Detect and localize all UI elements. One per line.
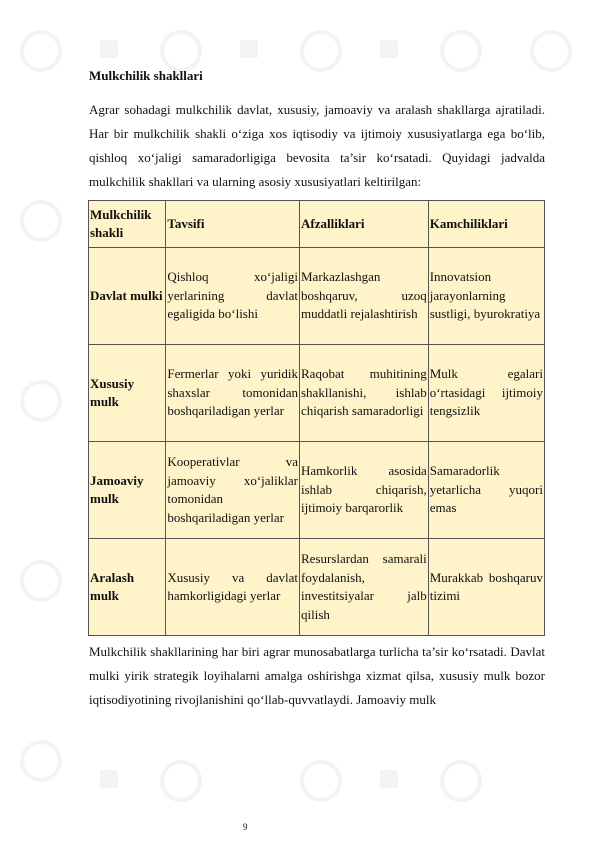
- table-row: [89, 442, 545, 539]
- row-description: Qishloq xo‘jaligi yerlarining davlat egaligida bo‘lishi: [166, 248, 300, 345]
- row-disadvantages: Samaradorlik yetarlicha yuqori emas: [428, 442, 544, 539]
- table-header-row: [89, 201, 545, 248]
- following-paragraph: Mulkchilik shakllarining har biri agrar munosabatlarga turlicha ta’sir ko‘rsatadi. Davlat mulki yirik strategik loyihalarni amalga oshirishga xizmat qilsa, xususiy mulk bozor iqtisodiyotining rivojlanishini qo‘llab-quvvatlaydi. Jamoaviy mulk: [89, 644, 545, 707]
- row-form: Jamoaviy mulk: [89, 442, 166, 539]
- row-disadvantages: Mulk egalari o‘rtasidagi ijtimoiy tengsizlik: [428, 345, 544, 442]
- watermark-square: [240, 40, 258, 58]
- row-advantages: Resurslardan samarali foydalanish, investitsiyalar jalb qilish: [300, 539, 429, 636]
- row-form: Davlat mulki: [89, 248, 166, 345]
- row-description: Xususiy va davlat hamkorligidagi yerlar: [166, 539, 300, 636]
- row-advantages: Markazlashgan boshqaruv, uzoq muddatli rejalashtirish: [300, 248, 429, 345]
- intro-paragraph: Agrar sohadagi mulkchilik davlat, xususiy, jamoaviy va aralash shakllarga ajratiladi. Har bir mulkchilik shakli o‘ziga xos iqtisodiy va ijtimoiy xususiyatlarga ega bo‘lib, qishloq xo‘jaligi samaradorligiga bevosita ta’sir ko‘rsatadi. Quyidagi jadvalda mulkchilik shakllari va ularning asosiy xususiyatlari keltirilgan:: [89, 102, 545, 189]
- watermark-circle: [160, 760, 202, 802]
- table-row: [89, 248, 545, 345]
- header-form: Mulkchilik shakli: [89, 201, 166, 248]
- watermark-circle: [20, 560, 62, 602]
- watermark-circle: [20, 30, 62, 72]
- watermark-circle: [20, 380, 62, 422]
- row-description: Kooperativlar va jamoaviy xo‘jaliklar tomonidan boshqariladigan yerlar: [166, 442, 300, 539]
- row-description: Fermerlar yoki yuridik shaxslar tomonidan boshqariladigan yerlar: [166, 345, 300, 442]
- watermark-circle: [20, 200, 62, 242]
- document-page: [89, 62, 545, 725]
- header-advantages: Afzalliklari: [300, 201, 429, 248]
- row-form: Aralash mulk: [89, 539, 166, 636]
- row-form: Xususiy mulk: [89, 345, 166, 442]
- watermark-circle: [300, 760, 342, 802]
- section-heading: Mulkchilik shakllari: [89, 68, 203, 83]
- ownership-forms-table: [88, 200, 545, 636]
- watermark-square: [100, 40, 118, 58]
- table-row: [89, 345, 545, 442]
- row-disadvantages: Innovatsion jarayonlarning sustligi, byurokratiya: [428, 248, 544, 345]
- watermark-square: [380, 40, 398, 58]
- row-advantages: Hamkorlik asosida ishlab chiqarish, ijtimoiy barqarorlik: [300, 442, 429, 539]
- header-disadvantages: Kamchiliklari: [428, 201, 544, 248]
- table-row: [89, 539, 545, 636]
- watermark-circle: [440, 760, 482, 802]
- page-number: 9: [243, 822, 248, 832]
- header-description: Tavsifi: [166, 201, 300, 248]
- row-disadvantages: Murakkab boshqaruv tizimi: [428, 539, 544, 636]
- watermark-square: [100, 770, 118, 788]
- watermark-circle: [20, 740, 62, 782]
- row-advantages: Raqobat muhitining shakllanishi, ishlab chiqarish samaradorligi: [300, 345, 429, 442]
- watermark-square: [380, 770, 398, 788]
